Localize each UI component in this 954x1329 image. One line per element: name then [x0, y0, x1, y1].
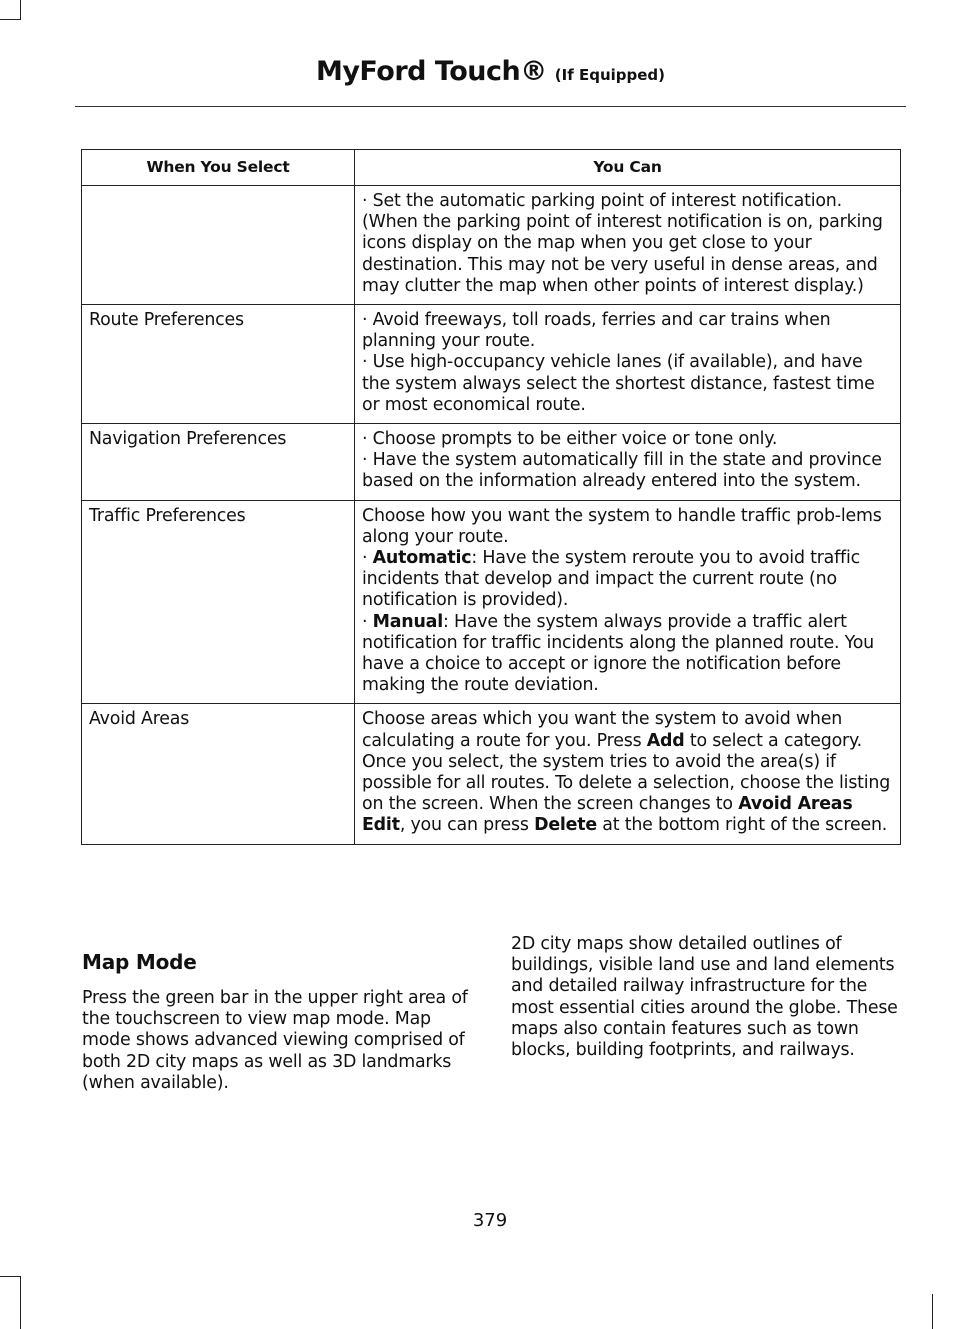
column-header-when-you-select: When You Select — [82, 150, 355, 186]
table-row — [82, 424, 901, 501]
bold-term: Automatic — [372, 548, 472, 569]
map-mode-left-paragraph: Press the green bar in the upper right area of the touchscreen to view map mode. Map mode shows advanced viewing comprised of both 2D city maps as well as 3D landmarks (when available). — [82, 988, 468, 1093]
cell-when-you-select: Avoid Areas — [82, 704, 355, 844]
cell-you-can — [355, 305, 901, 424]
crop-mark-bottom-left-h — [0, 1276, 21, 1277]
cell-when-you-select: Route Preferences — [82, 305, 355, 424]
page-number: 379 — [472, 1210, 508, 1231]
text-run: : Have the system reroute you to avoid traffic incidents that develop and impact the current route (no notification is provided). — [362, 548, 860, 611]
text-run: · Use high-occupancy vehicle lanes (if available), and have the system always select the shortest distance, fastest time or most economical route. — [362, 352, 875, 415]
text-run: : Have the system always provide a traffic alert notification for traffic incidents along the planned route. You have a choice to accept or ignore the notification before making the route deviation. — [362, 611, 874, 696]
text-run: at the bottom right of the screen. — [596, 815, 888, 836]
header-divider — [75, 106, 906, 107]
text-run: Choose how you want the system to handle traffic prob-lems along your route. — [362, 505, 882, 547]
page-title: MyFord Touch® — [315, 56, 547, 87]
cell-you-can — [355, 186, 901, 305]
text-run: , you can press — [399, 815, 535, 836]
table-row — [82, 186, 901, 305]
you-can-line — [362, 352, 894, 416]
text-run: · Have the system automatically fill in the state and province based on the information already entered into the system. — [362, 450, 882, 492]
cell-when-you-select: Traffic Preferences — [82, 500, 355, 704]
you-can-line — [362, 612, 894, 697]
cell-when-you-select — [82, 186, 355, 305]
map-mode-left-column — [82, 950, 474, 1094]
page-header — [75, 56, 906, 96]
you-can-line — [362, 450, 894, 492]
text-run: · Choose prompts to be either voice or tone only. — [362, 429, 778, 450]
text-run: · — [362, 611, 373, 632]
you-can-line — [362, 429, 894, 450]
you-can-line — [362, 548, 894, 612]
bold-term: Manual — [372, 611, 443, 632]
you-can-line — [362, 310, 894, 352]
table-row — [82, 500, 901, 704]
table-row — [82, 704, 901, 844]
text-run: Choose areas which you want the system to avoid when calculating a route for you. Press — [362, 709, 843, 751]
bold-term: Delete — [534, 815, 597, 836]
crop-mark-bottom-left-v — [20, 1276, 21, 1329]
table-row — [82, 305, 901, 424]
crop-mark-top-left-h — [0, 19, 21, 20]
preferences-table — [81, 149, 901, 845]
cell-you-can — [355, 704, 901, 844]
column-header-you-can: You Can — [355, 150, 901, 186]
text-run: · — [362, 548, 373, 569]
text-run: to select a category. Once you select, the system tries to avoid the area(s) if possible for all routes. To delete a selection, choose the listing on the screen. When the screen changes to — [362, 730, 891, 815]
cell-you-can — [355, 424, 901, 501]
bold-term: Avoid Areas Edit — [362, 794, 853, 836]
text-run: · Avoid freeways, toll roads, ferries and car trains when planning your route. — [362, 310, 831, 352]
table-header-row — [82, 150, 901, 186]
map-mode-right-paragraph: 2D city maps show detailed outlines of buildings, visible land use and land elements and detailed railway infrastructure for the most essential cities around the globe. These maps also contain features such as town blocks, building footprints, and railways. — [511, 934, 898, 1061]
you-can-line — [362, 191, 894, 297]
cell-when-you-select: Navigation Preferences — [82, 424, 355, 501]
map-mode-heading: Map Mode — [82, 950, 197, 974]
crop-mark-top-left-v — [20, 0, 21, 19]
text-run: · Set the automatic parking point of interest notification. (When the parking point of interest notification is on, parking icons display on the map when you get close to your destination. This may not be very useful in dense areas, and may clutter the map when other points of interest display.) — [362, 191, 883, 296]
bold-term: Add — [646, 730, 685, 751]
you-can-line — [362, 506, 894, 548]
table-body — [82, 186, 901, 845]
page-subtitle: (If Equipped) — [554, 66, 666, 84]
crop-mark-bottom-right-v — [932, 1294, 933, 1329]
map-mode-right-column — [511, 934, 903, 1061]
cell-you-can — [355, 500, 901, 704]
you-can-line — [362, 709, 894, 836]
